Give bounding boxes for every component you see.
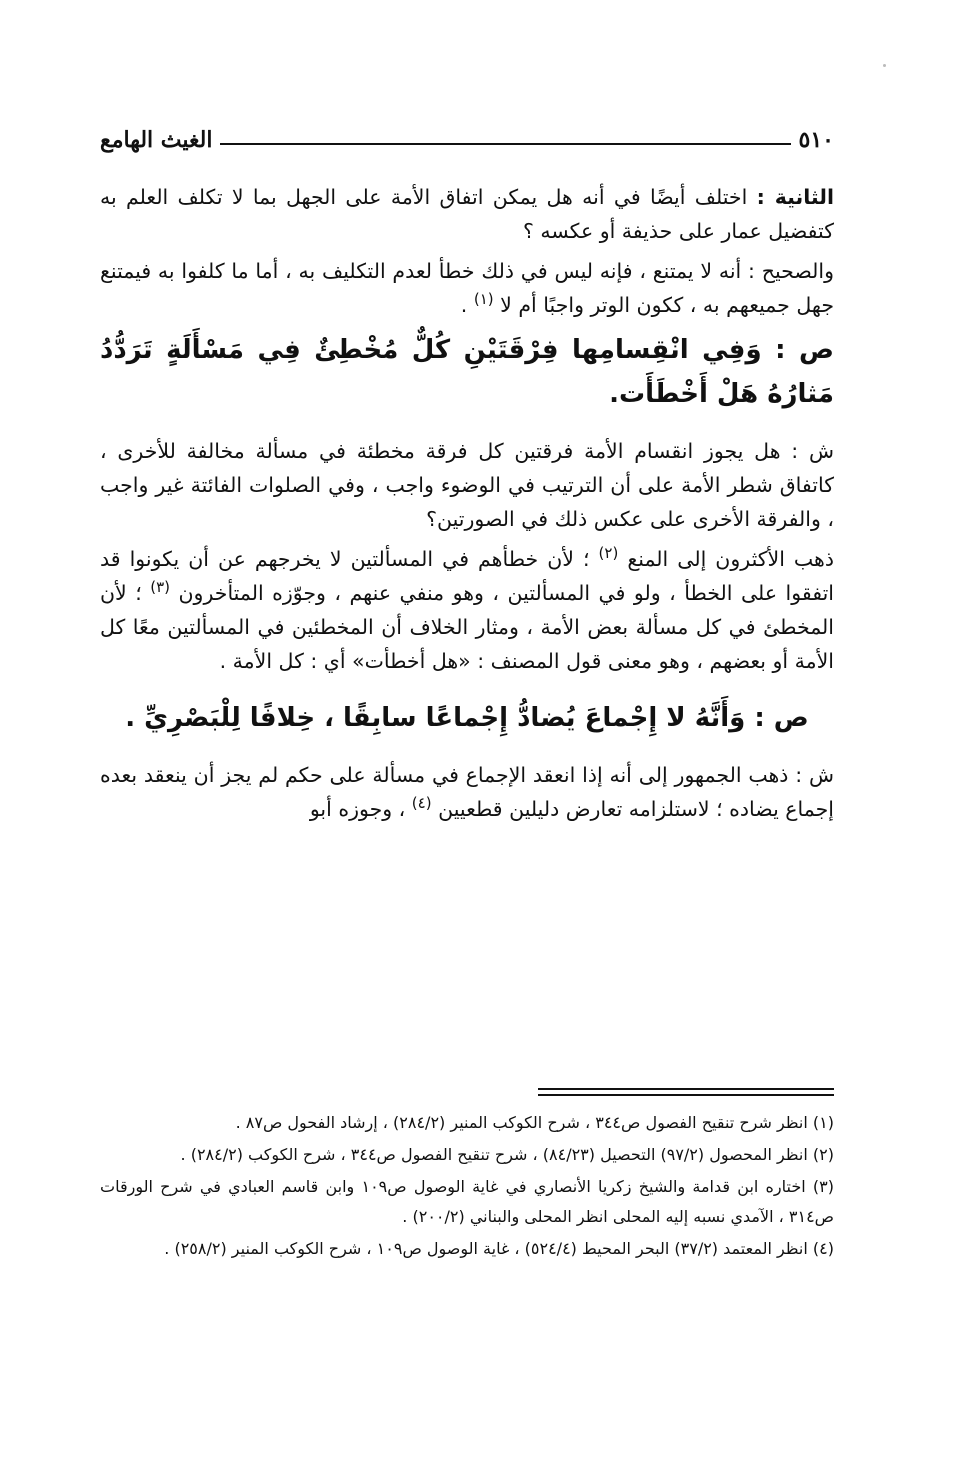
footnote-1: (١) انظر شرح تنقيح الفصول ص٣٤٤ ، شرح الكوكب المنير (٢٨٤/٢) ، إرشاد الفحول ص٨٧ .	[235, 1113, 834, 1132]
footnote-marker: (٣)	[150, 578, 171, 597]
matn-heading-2: ص : وَأَنَّهُ لا إِجْماعَ يُضادُّ إِجْماعًا سابِقًا ، خِلافًا لِلْبَصْرِيِّ .	[125, 703, 809, 733]
footnote-4: (٤) انظر المعتمد (٣٧/٢) البحر المحيط (٥٢٤/٤) ، غاية الوصول ص١٠٩ ، شرح الكوكب المنير (٢٥٨/٢) .	[164, 1239, 834, 1258]
footnote-marker: (٤)	[411, 794, 432, 813]
footnote-2: (٢) انظر المحصول (٩٧/٢) التحصيل (٨٤/٢٣) ، شرح تنقيح الفصول ص٣٤٤ ، شرح الكوكب (٢٨٤/٢) .	[180, 1145, 834, 1164]
paragraph-text: ش : ذهب الجمهور إلى أنه إذا انعقد الإجماع في مسألة على حكم لم يجز أن ينعقد بعده إجماع يضاده ؛ لاستلزامه تعارض دليلين قطعيين	[100, 763, 834, 821]
paragraph-second-issue	[100, 180, 834, 248]
scan-speck	[883, 64, 886, 67]
paragraph-text: اختلف أيضًا في أنه هل يمكن اتفاق الأمة على الجهل بما لا تكلف العلم به كتفضيل عمار على حذيفة أو عكسه ؟	[100, 185, 834, 243]
running-title: الغيث الهامع	[100, 127, 213, 153]
paragraph-end: .	[460, 293, 474, 317]
paragraph-correct-view	[100, 254, 834, 322]
footnote-rule	[538, 1094, 834, 1096]
page-number: ٥١٠	[798, 127, 834, 153]
footnote-rule	[538, 1088, 834, 1090]
paragraph-text: ؛ لأن خطأهم في المسألتين لا يخرجهم عن أن يكونوا قد اتفقوا على الخطأ ، ولو في المسألتين ، وهو منفي عنهم ، وجوّزه المتأخرون	[100, 547, 834, 605]
footnote-3: (٣) اختاره ابن قدامة والشيخ زكريا الأنصاري في غاية الوصول ص١٠٩ وابن قاسم العبادي في شرح الورقات ص٣١٤ ، الآمدي نسبه إليه المحلى انظر المحلى والبناني (٢٠٠/٢) .	[100, 1177, 834, 1226]
paragraph-text: ؛ لأن المخطئ في كل مسألة بعض الأمة ، ومثار الخلاف أن المخطئين في المسألتين معًا كل الأمة أو بعضهم ، وهو معنى قول المصنف : «هل أخطأت» أي : كل الأمة .	[100, 581, 834, 673]
main-text	[100, 180, 834, 832]
paragraph-text: ذهب الأكثرون إلى المنع	[627, 547, 834, 571]
footnotes	[100, 1108, 834, 1266]
header-rule	[220, 143, 790, 145]
paragraph-sharh-1: ش : هل يجوز انقسام الأمة فرقتين كل فرقة مخطئة في مسألة مخالفة للأخرى ، كاتفاق شطر الأمة على أن الترتيب في الوضوء واجب ، وفي الصلوات الفائتة غير واجب ، والفرقة الأخرى على عكس ذلك في الصورتين؟	[100, 439, 834, 531]
page-header	[100, 120, 834, 160]
paragraph-text: والصحيح : أنه لا يمتنع ، فإنه ليس في ذلك خطأ لعدم التكليف به ، أما ما كلفوا به فيمتنع جهل جميعهم به ، ككون الوتر واجبًا أم لا	[100, 259, 834, 317]
paragraph-lead: الثانية :	[756, 185, 834, 209]
paragraph-sharh-2	[100, 758, 834, 826]
matn-heading-1: ص : وَفِي انْقِسامِها فِرْقَتَيْنِ كُلٌّ مُخْطِئٌ فِي مَسْأَلَةٍ تَرَدُّدُ مَثارُهُ هَلْ أَخْطَأَت.	[100, 335, 834, 409]
paragraph-majority-view	[100, 542, 834, 678]
footnote-marker: (١)	[473, 290, 494, 309]
footnote-marker: (٢)	[598, 544, 619, 563]
paragraph-text: ، وجوزه أبو	[309, 797, 412, 821]
